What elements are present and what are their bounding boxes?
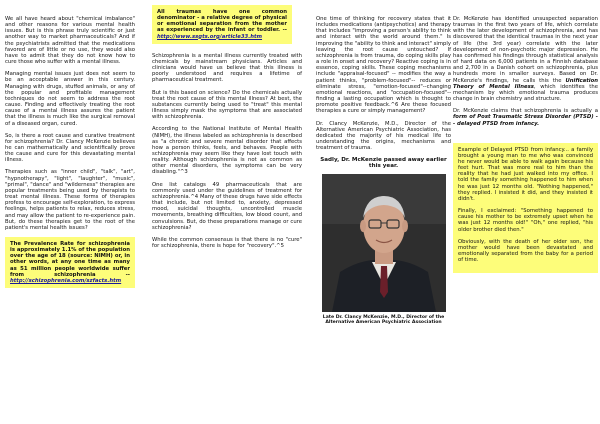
paragraph: Therapies such as "inner child", "talk", "art", "hypnotherapy", "light", "laughter", "music", "primal", "dance" and "wilderness" therapies are popular treatments being used by therapists to treat mental illness. These forms of therapies profess to encourage self-exploration, to express feelings, helps patients to relax, reduces stress, and may allow the patient to re-experience pain. But, do these therapies get to the root of the patient's mental health issues?: [5, 169, 135, 231]
portrait-photo: [322, 174, 446, 312]
paragraph: So, is there a root cause and curative treatment for schizophrenia? Dr. Clancy McKenzie believes he can mathematically and scientifically prove the cause and cure for this devastating mental illness.: [5, 132, 135, 164]
paragraph: Dr. McKenzie has identified unsuspected separation traumas in the first two years of life, which correlate with the later development of schizophrenia, and has discovered that the identical traumas in the next year of life (the 3rd year) correlate with the later development of non-psychotic major depression. He has confirmed his findings through statistical analysis of hard data on 6,000 patients in a Finnish database and 2,700 in a Danish cohort on schizophrenia, plus hundreds more in smaller surveys. Based on Dr. McKenzie's findings, he calls this the Unification Theory of Mental Illness, which identifies the mechanism by which emotional trauma produces change in brain chemistry and structure.: [453, 16, 599, 103]
column-3: [316, 16, 451, 325]
paragraph: According to the National Institute of Mental Health (NIMH), the illness labeled as schizophrenia is described as "a chronic and severe mental disorder that affects how a person thinks, feels, and behaves. People with schizophrenia may seem like they have lost touch with reality. Although schizophrenia is not as common as other mental disorders, the symptoms can be very disabling."^3: [152, 126, 302, 176]
ptsd-claim: form of Post Traumatic Stress Disorder (PTSD) -- delayed PTSD from infancy.: [453, 114, 598, 127]
paragraph: While the common consensus is that there is no "cure" for schizophrenia, there is hope for "recovery".^5: [152, 236, 302, 249]
column-2: [152, 0, 302, 255]
callout-text: All traumas have one common denominator - a relative degree of physical or emotional separation from the mother as experienced by the infant or toddler. --: [157, 9, 287, 34]
paragraph: Dr. Clancy McKenzie, M.D., Director of the Alternative American Psychiatric Association, has dedicated the majority of his medical life to understanding the origins, mechanisms and treatment of trauma.: [316, 120, 451, 152]
column-1: [5, 16, 135, 288]
paragraph: We all have heard about "chemical imbalance" and other reasons for various mental health issues. But is this phrase truly scientific or just another way to market pharmaceuticals? And if the psychiatrists admitted that the medications favored are of little or no use, they would also have to admit that they do not know how to cure those who suffer with a mental illness.: [5, 16, 135, 66]
photo-caption-bottom: Late Dr. Clancy McKenzie, M.D., Director of the Alternative American Psychiatric Association: [322, 314, 445, 325]
callout-paragraph: Obviously, with the death of her older son, the mother would have been devastated and emotionally separated from the baby for a period of time.: [458, 238, 593, 264]
column-4: [453, 16, 598, 273]
article-link[interactable]: http://www.ssgts.org/article33.htm: [157, 33, 263, 40]
paragraph: Managing mental issues just does not seem to be an acceptable answer in this century. Managing with drugs, stuffed animals, or any of the popular and profitable management techniques do not seem to address the root cause. Finding and effectively treating the root cause of a mental illness assures the patient that the illness is much like the surgical removal of a diseased organ, cured.: [5, 71, 135, 127]
ptsd-example-callout: [453, 143, 598, 274]
schizophrenia-link[interactable]: http://schizophrenia.com/szfacts.htm: [10, 277, 122, 284]
callout-text: The Prevalence Rate for schizophrenia is approximately 1.1% of the population over the age of 18 (source: NIMH) or, in other words, at any one time as many as 51 million people worldwide suffer from schizophrenia --: [10, 241, 130, 278]
callout-paragraph: Finally, I exclaimed: "Something happened to cause his mother to be extremely upset when he was just 12 months old!" "Oh," one replied, "his older brother died then.": [458, 208, 593, 233]
paragraph: One list catalogs 49 pharmaceuticals that are commonly used under the guidelines of treatment for schizophrenia.^4 Many of these drugs have side effects that include, but not limited to, anxiety, depressed mood, suicidal thoughts, uncontrolled muscle movements, breathing difficulties, low blood count, and convulsions. But, do these preparations manage or cure schizophrenia?: [152, 181, 302, 231]
paragraph: But is this based on science? Do the chemicals actually treat the root cause of this mental illness? At best, the substances currently being used to "treat" this mental illness simply mask the symptoms that are associated with schizophrenia.: [152, 89, 302, 121]
trauma-callout: [152, 5, 292, 44]
paragraph: Schizophrenia is a mental illness currently treated with chemicals by mainstream physicians. Articles and clinicians would have us believe that this illness is poorly understood and requires a lifetime of pharmaceutical treatment.: [152, 52, 302, 84]
photo-caption-top: Sadly, Dr. McKenzie passed away earlier this year.: [320, 157, 447, 170]
paragraph: Dr. McKenzie claims that schizophrenia is actually a form of Post Traumatic Stress Disorder (PTSD) -- delayed PTSD from infancy.: [453, 108, 598, 127]
callout-paragraph: Example of Delayed PTSD from infancy... a family brought a young man to me who was convinced he never would be able to walk again because his feet hurt. That was more real to him than the reality that he had just walked into my office. I told the family something happened to him when he was just 12 months old. "Nothing happened," they replied. I insisted it did, and they insisted it didn't.: [458, 146, 593, 202]
theory-name: Unification Theory of Mental Illness: [453, 77, 598, 90]
paragraph: One time of thinking for recovery states that it includes medications (antipsychotics) and therapy that includes "improving a person's ability to think and interact with the world around them." Is improving the "ability to think and interact" simply leaving the root cause untouched? If schizophrenia is from trauma, do coping skills play a role in onset and recovery? Reactive coping is in essence, coping skills. These coping mechanisms include "appraisal-focused" -- modifies the way a patient thinks, "problem-focused"-- reduces or eliminate stress, "emotion-focused"--changing emotional reactions, and "occupation-focused"-- finding a lasting occupation which is thought to promote positive feedback.^6 Are these focused therapies a cure or simply management?: [316, 16, 451, 115]
prevalence-callout: [5, 237, 135, 288]
